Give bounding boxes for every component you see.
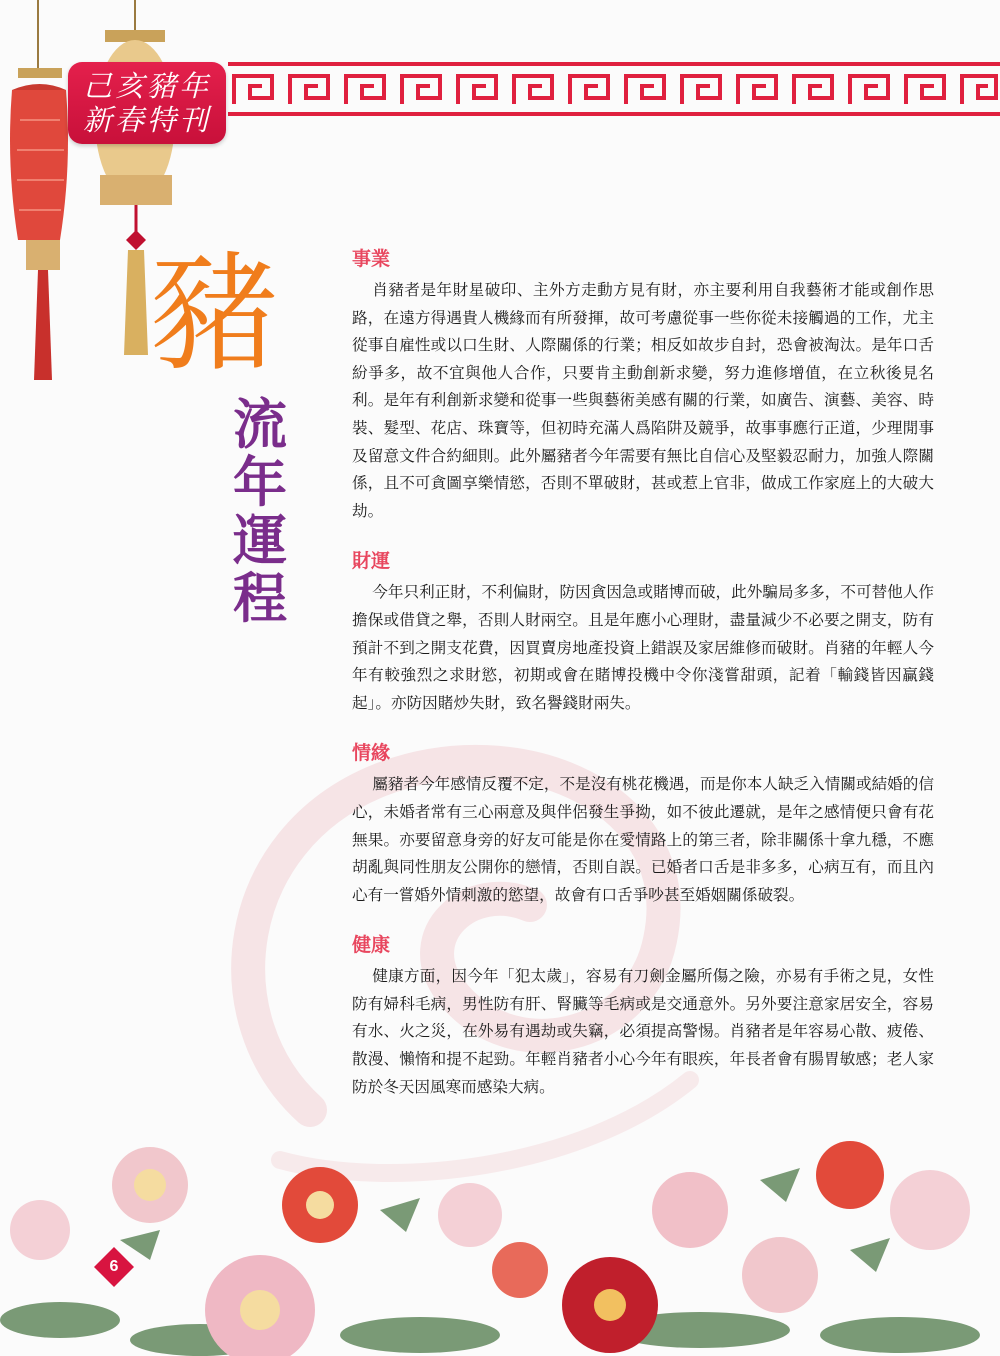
section-health — [352, 931, 934, 1101]
meander-border — [228, 58, 1000, 120]
section-text: 肖豬者是年財星破印、主外方走動方見有財，亦主要利用自我藝術才能或創作思路，在遠方得遇貴人機緣而有所發揮，故可考慮從事一些你從未接觸過的工作，尤主從事自雇性或以口生財、人際關係的行業；相反如故步自封，恐會被淘汰。是年口舌紛爭多，故不宜與他人合作，只要肯主動創新求變，努力進修增值，在立秋後見名利。是年有利創新求變和從事一些與藝術美感有關的行業，如廣告、演藝、美容、時裝、髮型、花店、珠寶等，但初時充滿人爲陷阱及競爭，故事事應行正道，少理閒事及留意文件合約細則。此外屬豬者今年需要有無比自信心及堅毅忍耐力，加強人際關係，且不可貪圖享樂情慾，否則不單破財，甚或惹上官非，做成工作家庭上的大破大劫。 — [352, 281, 934, 520]
title-char: 運 — [233, 508, 287, 572]
section-heading: 情緣 — [352, 742, 391, 765]
section-heading: 財運 — [352, 550, 391, 573]
page-number: 6 — [109, 1258, 119, 1275]
section-text: 屬豬者今年感情反覆不定，不是沒有桃花機遇，而是你本人缺乏入情關或結婚的信心，未婚者常有三心兩意及與伴侶發生爭拗，如不彼此遷就，是年之感情便只會有花無果。亦要留意身旁的好友可能是你在愛情路上的第三者，除非關係十拿九穩，不應胡亂與同性朋友公開你的戀情，否則自誤。已婚者口舌是非多多，心病互有，而且內心有一嘗婚外情刺激的慾望，故會有口舌爭吵甚至婚姻關係破裂。 — [352, 775, 934, 904]
section-romance — [352, 739, 934, 909]
zodiac-character: 豬 — [150, 240, 279, 389]
peony-flowers-border — [0, 1120, 1000, 1356]
section-career — [352, 245, 934, 525]
issue-badge — [68, 62, 226, 144]
badge-line-1: 己亥豬年 — [82, 69, 211, 103]
section-heading: 健康 — [352, 934, 391, 957]
badge-line-2: 新春特刊 — [82, 103, 211, 137]
title-char: 程 — [233, 566, 287, 630]
article-body — [352, 245, 934, 1123]
section-text: 今年只利正財，不利偏財，防因貪因急或賭博而破，此外騙局多多，不可替他人作擔保或借貸之舉，否則人財兩空。且是年應小心理財，盡量減少不必要之開支，防有預計不到之開支花費，因買賣房地產投資上錯誤及家居維修而破財。肖豬的年輕人今年有較強烈之求財慾，初期或會在賭博投機中令你淺嘗甜頭，記着「輸錢皆因贏錢起」。亦防因賭炒失財，致名譽錢財兩失。 — [352, 583, 934, 712]
section-text: 健康方面，因今年「犯太歲」，容易有刀劍金屬所傷之險，亦易有手術之見，女性防有婦科毛病，男性防有肝、腎臟等毛病或是交通意外。另外要注意家居安全，容易有水、火之災，在外易有遇劫或失竊，必須提高警惕。肖豬者是年容易心散、疲倦、散漫、懶惰和提不起勁。年輕肖豬者小心今年有眼疾，年長者會有腸胃敏感；老人家防於冬天因風寒而感染大病。 — [352, 967, 934, 1096]
vertical-title — [225, 392, 295, 630]
title-char: 年 — [233, 450, 287, 514]
section-wealth — [352, 547, 934, 717]
title-char: 流 — [233, 392, 287, 456]
section-heading: 事業 — [352, 248, 391, 270]
